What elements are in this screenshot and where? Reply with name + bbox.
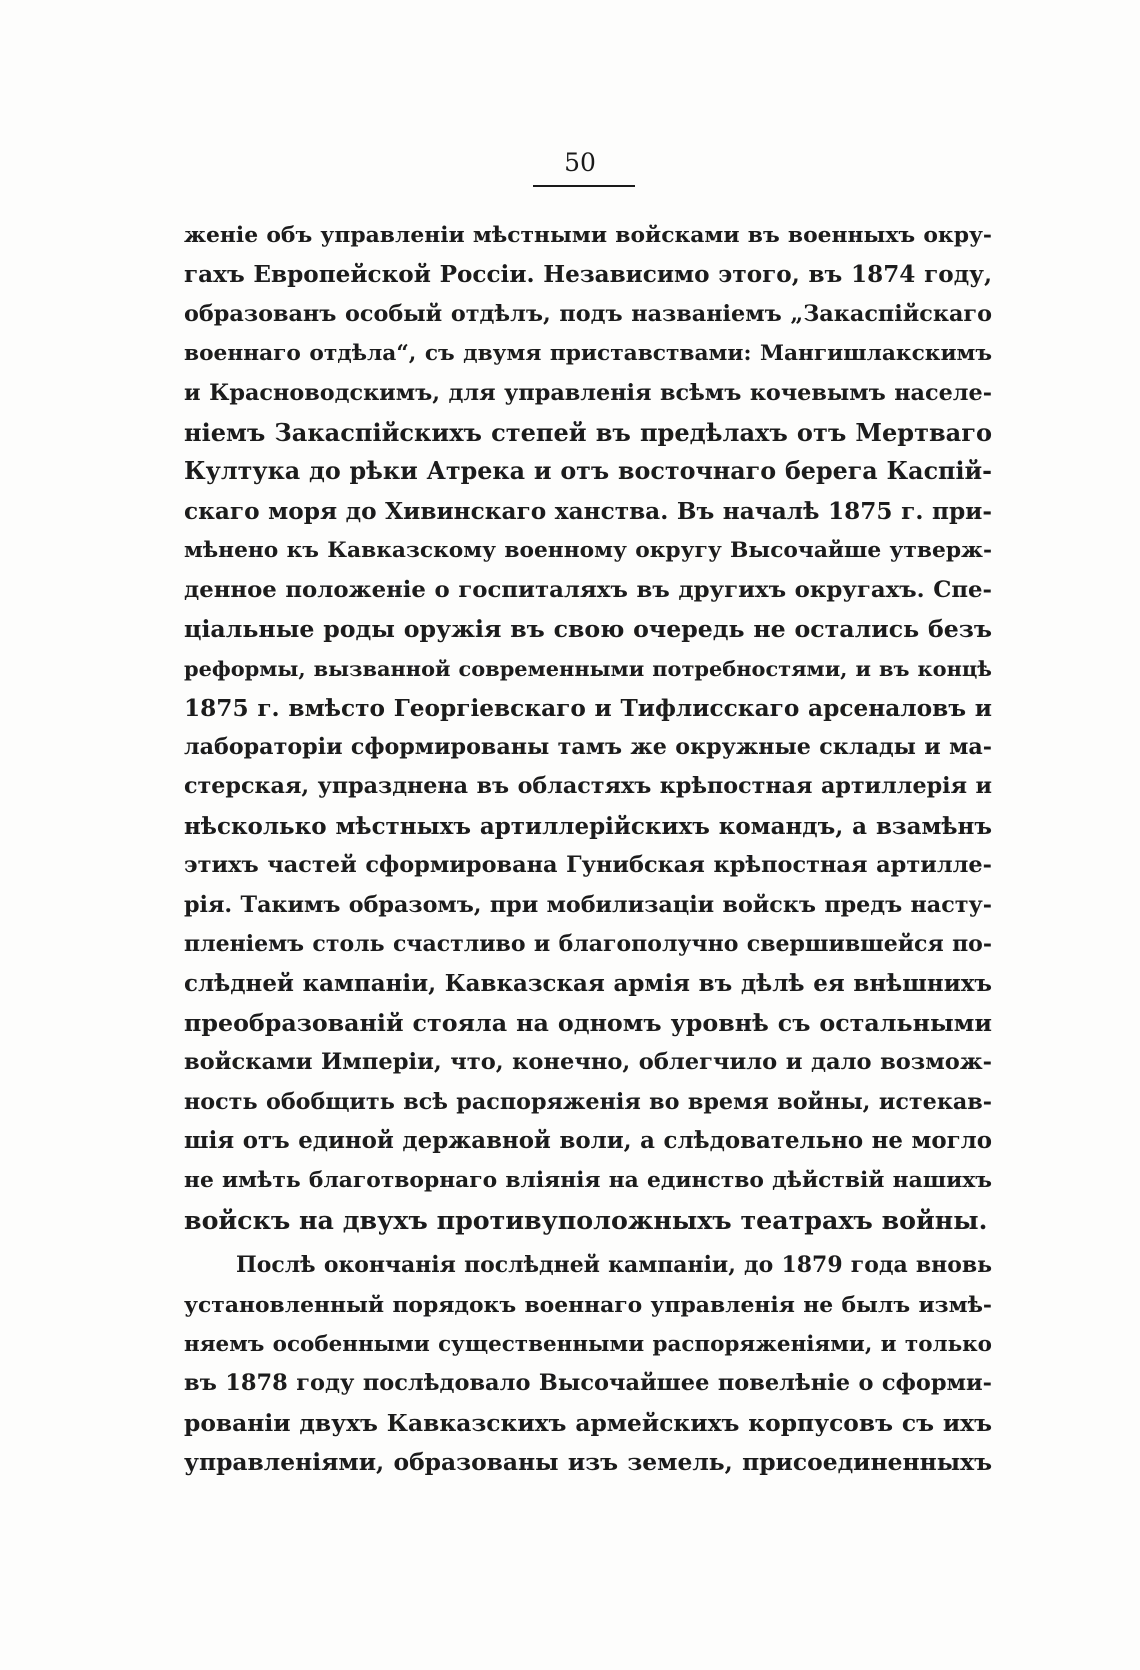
- text-line: пленіемъ столь счастливо и благополучно свершившейся по-: [184, 931, 992, 958]
- text-line: войсками Имперіи, что, конечно, облегчило и дало возмож-: [184, 1049, 992, 1076]
- text-line: ность обобщить всѣ распоряженія во время войны, истекав-: [184, 1088, 992, 1115]
- text-line: Култука до рѣки Атрека и отъ восточнаго берега Каспій-: [184, 457, 992, 486]
- text-line: рованіи двухъ Кавказскихъ армейскихъ корпусовъ съ ихъ: [184, 1408, 992, 1437]
- body-text: [184, 216, 992, 1483]
- text-line: денное положеніе о госпиталяхъ въ другихъ округахъ. Спе-: [184, 576, 992, 603]
- text-line: ціальные роды оружія въ свою очередь не остались безъ: [184, 614, 992, 643]
- text-line: скаго моря до Хивинскаго ханства. Въ началѣ 1875 г. при-: [184, 497, 992, 525]
- text-line: рія. Такимъ образомъ, при мобилизаціи войскъ предъ насту-: [184, 891, 992, 918]
- text-line: образованъ особый отдѣлъ, подъ названіемъ „Закаспійскаго: [184, 300, 992, 327]
- text-line: мѣнено къ Кавказскому военному округу Высочайше утверж-: [184, 538, 992, 564]
- paragraph-1: [184, 216, 992, 1240]
- text-line: Послѣ окончанія послѣдней кампаніи, до 1879 года вновь: [236, 1252, 992, 1279]
- text-line: няемъ особенными существенными распоряженіями, и только: [184, 1331, 992, 1357]
- text-line: реформы, вызванной современными потребностями, и въ концѣ: [184, 656, 992, 682]
- text-line: лабораторіи сформированы тамъ же окружные склады и ма-: [184, 734, 992, 761]
- text-line: не имѣть благотворнаго вліянія на единство дѣйствій нашихъ: [184, 1168, 992, 1194]
- text-line: стерская, упразднена въ областяхъ крѣпостная артиллерія и: [184, 773, 992, 800]
- text-line: въ 1878 году послѣдовало Высочайшее повелѣніе о сформи-: [184, 1370, 992, 1397]
- text-line: преобразованій стояла на одномъ уровнѣ съ остальными: [184, 1008, 992, 1037]
- text-line: и Красноводскимъ, для управленія всѣмъ кочевымъ населе-: [184, 379, 992, 406]
- text-line: гахъ Европейской Россіи. Независимо этого, въ 1874 году,: [184, 261, 992, 289]
- text-line: женіе объ управленіи мѣстными войсками въ военныхъ окру-: [184, 223, 992, 248]
- text-line: шія отъ единой державной воли, а слѣдовательно не могло: [184, 1127, 992, 1154]
- page-number-rule: [533, 185, 635, 187]
- text-line: 1875 г. вмѣсто Георгіевскаго и Тифлисскаго арсеналовъ и: [184, 694, 992, 722]
- paragraph-2: [184, 1246, 992, 1482]
- text-line: ніемъ Закаспійскихъ степей въ предѣлахъ отъ Мертваго: [184, 417, 992, 447]
- text-line: этихъ частей сформирована Гунибская крѣпостная артилле-: [184, 852, 992, 879]
- text-line: управленіями, образованы изъ земель, присоединенныхъ: [184, 1448, 992, 1477]
- text-line: установленный порядокъ военнаго управленія не былъ измѣ-: [184, 1291, 992, 1318]
- page-number: 50: [564, 148, 596, 177]
- text-line: военнаго отдѣла“, съ двумя приставствами: Мангишлакскимъ: [184, 341, 992, 367]
- text-line: войскъ на двухъ противуположныхъ театрахъ войны.: [184, 1204, 988, 1235]
- text-line: слѣдней кампаніи, Кавказская армія въ дѣлѣ ея внѣшнихъ: [184, 970, 992, 998]
- text-line: нѣсколько мѣстныхъ артиллерійскихъ командъ, а взамѣнъ: [184, 812, 992, 840]
